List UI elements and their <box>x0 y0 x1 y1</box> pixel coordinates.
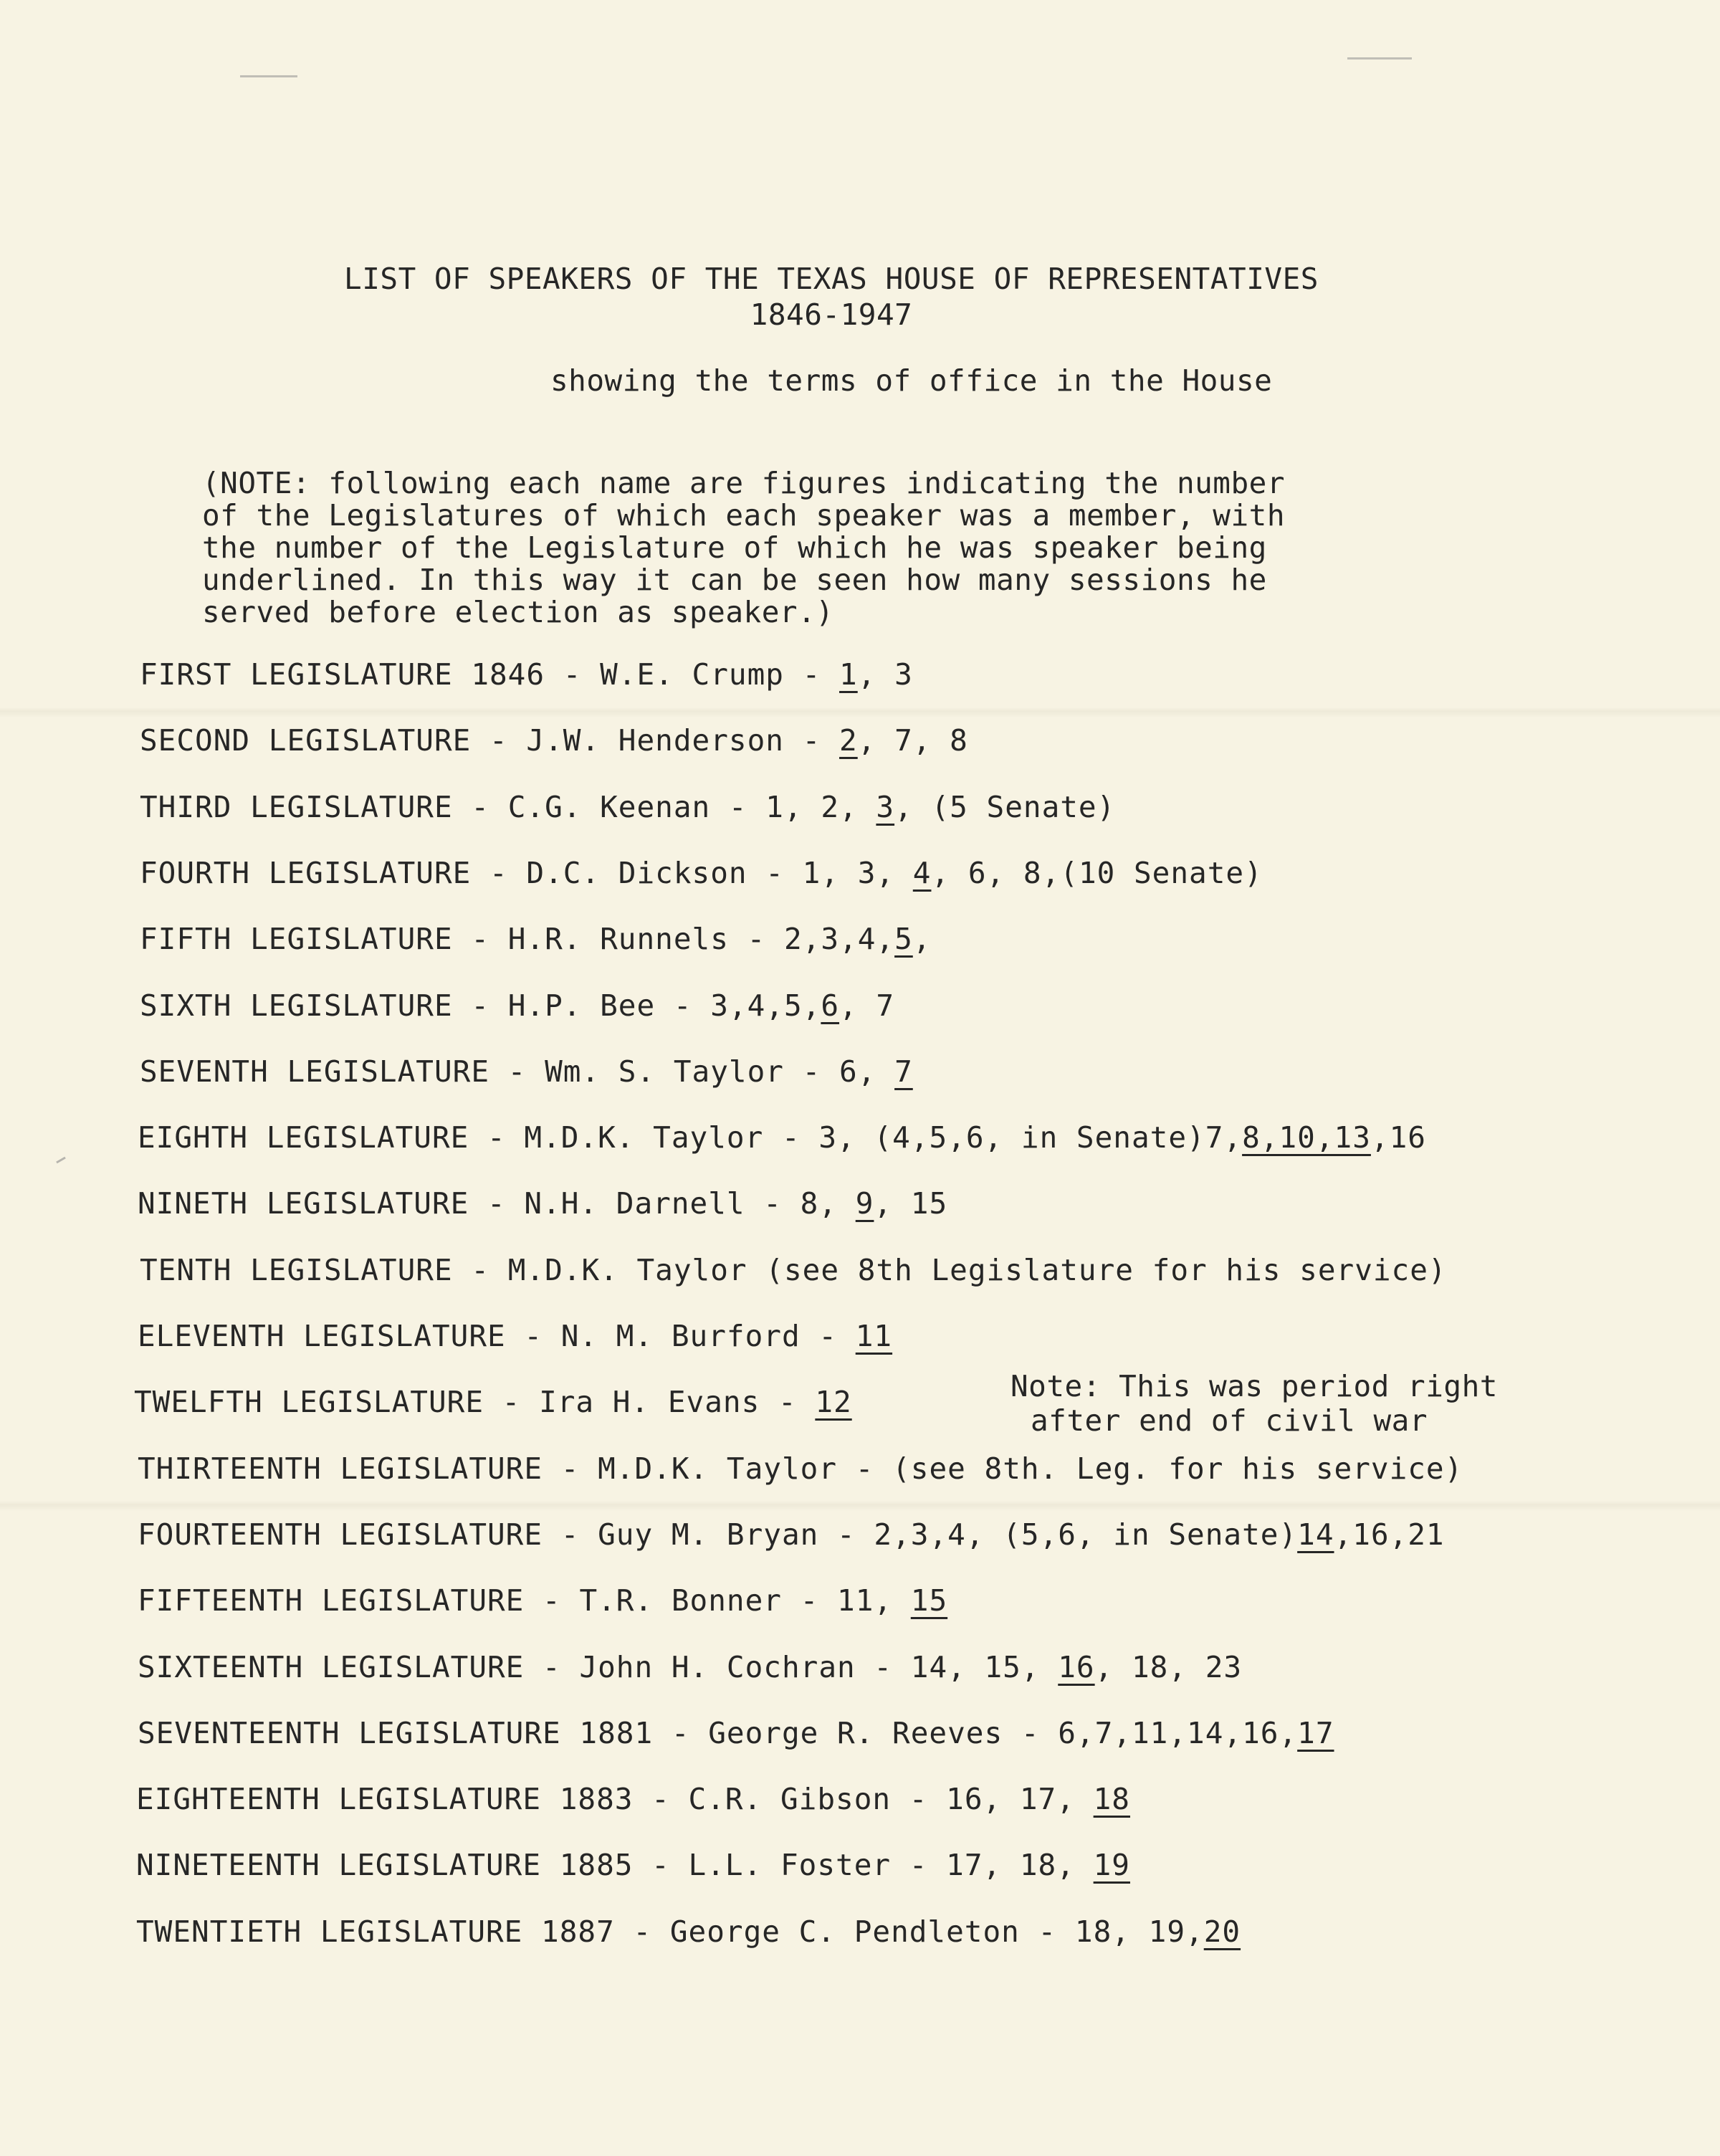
speaker-name: M.D.K. Taylor <box>524 1120 764 1155</box>
document-subtitle: showing the terms of office in the House <box>550 363 1273 398</box>
speaker-name: N. M. Burford <box>560 1319 801 1353</box>
legislature-name: NINETEENTH LEGISLATURE 1885 <box>136 1848 634 1883</box>
legislature-name: FIFTEENTH LEGISLATURE <box>138 1583 525 1618</box>
terms-after: , 7 <box>839 988 895 1023</box>
legislature-row: THIRTEENTH LEGISLATURE - M.D.K. Taylor - (see 8th. Leg. for his service) <box>138 1451 1463 1486</box>
legislature-row: SEVENTH LEGISLATURE - Wm. S. Taylor - 6, 7 <box>140 1054 913 1089</box>
terms-before: 6, <box>839 1054 895 1089</box>
legislature-name: SECOND LEGISLATURE <box>140 723 472 758</box>
speaker-name: Wm. S. Taylor <box>545 1054 784 1089</box>
legislature-row: FOURTEENTH LEGISLATURE - Guy M. Bryan - 2,3,4, (5,6, in Senate)14,16,21 <box>138 1517 1445 1552</box>
speaker-name: N.H. Darnell <box>524 1186 745 1221</box>
legislature-name: SIXTH LEGISLATURE <box>140 988 453 1023</box>
speaker-name: M.D.K. Taylor <box>507 1252 747 1287</box>
terms-before: 3, (4,5,6, in Senate)7, <box>818 1120 1243 1155</box>
speaker-term-underlined: 5 <box>894 922 913 957</box>
speaker-name: M.D.K. Taylor <box>598 1451 838 1486</box>
speaker-name: J.W. Henderson <box>526 723 784 758</box>
legislature-name: TWELFTH LEGISLATURE <box>134 1385 484 1420</box>
speaker-term-underlined: 7 <box>894 1054 913 1089</box>
legislature-name: SEVENTEENTH LEGISLATURE 1881 <box>138 1715 654 1750</box>
note-line: of the Legislatures of which each speaker was a member, with <box>202 498 1286 533</box>
note-line: (NOTE: following each name are figures indicating the number <box>202 466 1286 500</box>
legislature-name: THIRTEENTH LEGISLATURE <box>138 1451 543 1486</box>
terms-before: 17, 18, <box>946 1848 1094 1883</box>
terms-before: 2,3,4, (5,6, in Senate) <box>874 1517 1298 1552</box>
terms-before: 3,4,5, <box>710 988 821 1023</box>
terms-after: , 18, 23 <box>1094 1649 1243 1684</box>
terms-after: , 7, 8 <box>857 723 968 758</box>
legislature-name: FOURTEENTH LEGISLATURE <box>138 1517 543 1552</box>
speaker-term-underlined: 19 <box>1093 1848 1130 1883</box>
paper-mark <box>240 75 297 77</box>
document-title <box>0 261 1663 333</box>
note-line: underlined. In this way it can be seen how many sessions he <box>202 563 1267 597</box>
title-line-2: 1846-1947 <box>750 297 913 332</box>
legislature-row: THIRD LEGISLATURE - C.G. Keenan - 1, 2, 3, (5 Senate) <box>140 789 1116 824</box>
legislature-name: THIRD LEGISLATURE <box>140 789 453 824</box>
legislature-name: SEVENTH LEGISLATURE <box>140 1054 489 1089</box>
paper-mark <box>1347 57 1412 59</box>
legislature-row: FIFTH LEGISLATURE - H.R. Runnels - 2,3,4,5, <box>140 922 932 957</box>
terms-before: 6,7,11,14,16, <box>1058 1715 1298 1750</box>
terms-after: , 3 <box>857 657 913 692</box>
legislature-row: NINETH LEGISLATURE - N.H. Darnell - 8, 9, 15 <box>138 1186 948 1221</box>
legislature-name: FOURTH LEGISLATURE <box>140 855 472 890</box>
speaker-name: C.R. Gibson <box>688 1782 892 1817</box>
legislature-name: SIXTEENTH LEGISLATURE <box>138 1649 525 1684</box>
legislature-row: ELEVENTH LEGISLATURE - N. M. Burford - 11 <box>138 1319 893 1353</box>
terms-before: 8, <box>800 1186 856 1221</box>
title-line-1: LIST OF SPEAKERS OF THE TEXAS HOUSE OF REPRESENTATIVES <box>344 262 1319 296</box>
speaker-name: D.C. Dickson <box>526 855 747 890</box>
legislature-row: NINETEENTH LEGISLATURE 1885 - L.L. Foster - 17, 18, 19 <box>136 1848 1130 1883</box>
terms-before: 14, 15, <box>910 1649 1059 1684</box>
speaker-term-underlined: 4 <box>912 855 932 890</box>
speaker-name: L.L. Foster <box>688 1848 892 1883</box>
speaker-name: John H. Cochran <box>579 1649 856 1684</box>
terms-after: , 15 <box>874 1186 948 1221</box>
legislature-row: TENTH LEGISLATURE - M.D.K. Taylor (see 8th Legislature for his service) <box>140 1252 1447 1287</box>
legislature-name: ELEVENTH LEGISLATURE <box>138 1319 506 1353</box>
speaker-name: George R. Reeves <box>708 1715 1003 1750</box>
terms-before: (see 8th. Leg. for his service) <box>892 1451 1463 1486</box>
legislature-row: SIXTH LEGISLATURE - H.P. Bee - 3,4,5,6, 7 <box>140 988 895 1023</box>
legislature-row: EIGHTEENTH LEGISLATURE 1883 - C.R. Gibson - 16, 17, 18 <box>136 1782 1130 1817</box>
legislature-name: EIGHTEENTH LEGISLATURE 1883 <box>136 1782 634 1817</box>
terms-before: 16, 17, <box>946 1782 1094 1817</box>
speaker-term-underlined: 8,10,13 <box>1242 1120 1371 1155</box>
legislature-name: EIGHTH LEGISLATURE <box>138 1120 469 1155</box>
terms-after: ,16 <box>1370 1120 1426 1155</box>
legislature-row: FOURTH LEGISLATURE - D.C. Dickson - 1, 3, 4, 6, 8,(10 Senate) <box>140 855 1263 890</box>
speaker-name: Guy M. Bryan <box>598 1517 819 1552</box>
speaker-name: C.G. Keenan <box>507 789 711 824</box>
speaker-term-underlined: 17 <box>1297 1715 1334 1750</box>
margin-note-line-1: Note: This was period right <box>1010 1369 1498 1403</box>
legislature-row: SEVENTEENTH LEGISLATURE 1881 - George R. Reeves - 6,7,11,14,16,17 <box>138 1715 1334 1750</box>
speaker-term-underlined: 15 <box>910 1583 948 1618</box>
legislature-row: FIFTEENTH LEGISLATURE - T.R. Bonner - 11, 15 <box>138 1583 948 1618</box>
speaker-term-underlined: 3 <box>876 789 895 824</box>
terms-after: , <box>912 922 932 957</box>
speaker-term-underlined: 16 <box>1058 1649 1095 1684</box>
terms-before: 2,3,4, <box>783 922 895 957</box>
speaker-term-underlined: 9 <box>855 1186 874 1221</box>
terms-before: 1, 2, <box>765 789 876 824</box>
speaker-term-underlined: 14 <box>1297 1517 1334 1552</box>
margin-note-line-2: after end of civil war <box>1031 1403 1428 1438</box>
legislature-row: TWELFTH LEGISLATURE - Ira H. Evans - 12 <box>134 1385 852 1420</box>
speaker-name: H.P. Bee <box>507 988 656 1023</box>
legislature-name: FIRST LEGISLATURE 1846 <box>140 657 545 692</box>
terms-before: 1, 3, <box>802 855 913 890</box>
speaker-term-underlined: 20 <box>1203 1914 1241 1949</box>
margin-note <box>1010 1369 1498 1438</box>
speaker-term-underlined: 18 <box>1093 1782 1130 1817</box>
legislature-name: FIFTH LEGISLATURE <box>140 922 453 957</box>
explanatory-note <box>202 467 1478 629</box>
legislature-name: NINETH LEGISLATURE <box>138 1186 469 1221</box>
terms-after: , 6, 8,(10 Senate) <box>931 855 1263 890</box>
speaker-name: Ira H. Evans <box>539 1385 760 1420</box>
legislature-row: EIGHTH LEGISLATURE - M.D.K. Taylor - 3, (4,5,6, in Senate)7,8,10,13,16 <box>138 1120 1426 1155</box>
speaker-term-underlined: 2 <box>839 723 858 758</box>
terms-after: , (5 Senate) <box>894 789 1116 824</box>
paper-mark <box>56 1157 66 1164</box>
speaker-name: W.E. Crump <box>600 657 784 692</box>
speaker-name: T.R. Bonner <box>579 1583 782 1618</box>
speaker-term-underlined: 1 <box>839 657 858 692</box>
legislature-row: TWENTIETH LEGISLATURE 1887 - George C. Pendleton - 18, 19,20 <box>136 1914 1241 1949</box>
note-line: the number of the Legislature of which he was speaker being <box>202 530 1267 565</box>
legislature-name: TENTH LEGISLATURE <box>140 1252 453 1287</box>
speaker-term-underlined: 11 <box>855 1319 893 1353</box>
legislature-row: FIRST LEGISLATURE 1846 - W.E. Crump - 1, 3 <box>140 657 913 692</box>
terms-before: 11, <box>837 1583 911 1618</box>
speaker-name: H.R. Runnels <box>507 922 729 957</box>
speaker-term-underlined: 6 <box>821 988 840 1023</box>
note-line: served before election as speaker.) <box>202 595 834 629</box>
legislature-row: SIXTEENTH LEGISLATURE - John H. Cochran - 14, 15, 16, 18, 23 <box>138 1649 1243 1684</box>
speaker-term-underlined: 12 <box>815 1385 852 1420</box>
legislature-name: TWENTIETH LEGISLATURE 1887 <box>136 1914 615 1949</box>
terms-before: 18, 19, <box>1074 1914 1204 1949</box>
terms-before: (see 8th Legislature for his service) <box>765 1252 1447 1287</box>
legislature-row: SECOND LEGISLATURE - J.W. Henderson - 2, 7, 8 <box>140 723 968 758</box>
speaker-name: George C. Pendleton <box>669 1914 1020 1949</box>
terms-after: ,16,21 <box>1334 1517 1445 1552</box>
